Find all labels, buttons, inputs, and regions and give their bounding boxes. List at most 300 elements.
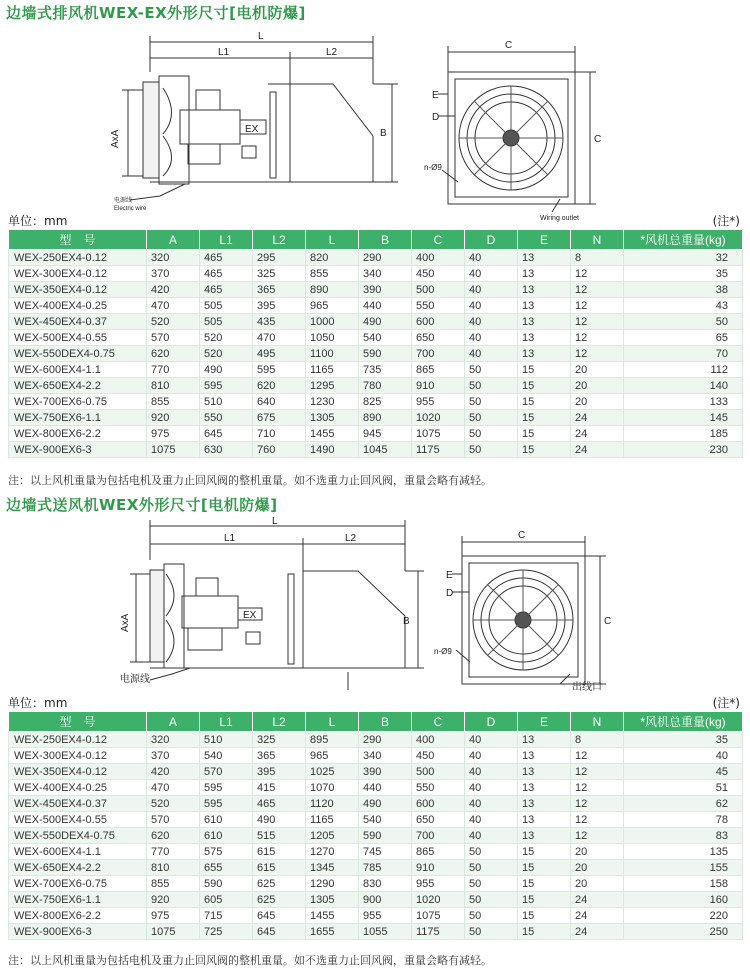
table-row (9, 748, 743, 764)
dim-AxA-label: AxA (110, 129, 121, 148)
dimension-cell: 12 (571, 346, 624, 362)
dim-D-label: D (432, 112, 440, 123)
dimension-cell: 13 (518, 266, 571, 282)
dimension-cell: 15 (518, 362, 571, 378)
dimension-cell: 390 (359, 764, 412, 780)
dimension-cell: 40 (465, 298, 518, 314)
dimension-cell: 370 (147, 266, 200, 282)
bolt-holes-label: n-Ø9 (434, 647, 452, 656)
dimension-cell: 955 (412, 394, 465, 410)
dimension-cell: 340 (359, 266, 412, 282)
dimension-cell: 1270 (306, 844, 359, 860)
dimension-cell: 365 (253, 748, 306, 764)
dimension-cell: 920 (147, 410, 200, 426)
weight-cell: 133 (624, 394, 743, 410)
model-cell: WEX-750EX6-1.1 (9, 892, 147, 908)
dimension-cell: 40 (465, 250, 518, 266)
table-row (9, 282, 743, 298)
dimension-cell: 1490 (306, 442, 359, 458)
dimension-cell: 12 (571, 764, 624, 780)
column-header: *风机总重量(kg) (624, 712, 743, 732)
table-row (9, 250, 743, 266)
table-row (9, 796, 743, 812)
dimension-cell: 520 (147, 314, 200, 330)
model-cell: WEX-450EX4-0.37 (9, 796, 147, 812)
dimension-cell: 1455 (306, 426, 359, 442)
dimension-cell: 620 (253, 378, 306, 394)
dimension-cell: 615 (253, 860, 306, 876)
dimension-cell: 20 (571, 362, 624, 378)
weight-cell: 83 (624, 828, 743, 844)
dimension-cell: 760 (253, 442, 306, 458)
column-header: 型 号 (9, 230, 147, 250)
dimension-cell: 820 (306, 250, 359, 266)
model-cell: WEX-900EX6-3 (9, 442, 147, 458)
dim-B-label: B (380, 128, 387, 139)
dimension-cell: 20 (571, 378, 624, 394)
dimension-cell: 490 (200, 362, 253, 378)
table-row (9, 892, 743, 908)
dimension-cell: 20 (571, 844, 624, 860)
weight-cell: 70 (624, 346, 743, 362)
dimension-cell: 13 (518, 298, 571, 314)
table-row (9, 410, 743, 426)
dimension-cell: 24 (571, 410, 624, 426)
dimension-cell: 1205 (306, 828, 359, 844)
column-header: B (359, 712, 412, 732)
dim-C-side-label: C (594, 134, 602, 145)
table-row (9, 266, 743, 282)
dim-L2-label: L2 (326, 47, 338, 58)
dimension-cell: 50 (465, 892, 518, 908)
dimension-cell: 575 (200, 844, 253, 860)
dimension-cell: 625 (253, 892, 306, 908)
table-row (9, 844, 743, 860)
exhaust-fan-dimension-drawing (0, 24, 750, 224)
dimension-cell: 600 (412, 314, 465, 330)
dimension-cell: 710 (253, 426, 306, 442)
dim-C-top-label: C (518, 530, 526, 541)
dimension-cell: 590 (200, 876, 253, 892)
dimension-cell: 13 (518, 250, 571, 266)
model-cell: WEX-250EX4-0.12 (9, 250, 147, 266)
dimension-cell: 1655 (306, 924, 359, 940)
wire-cn-label: 电源线 (120, 674, 150, 685)
dimension-cell: 50 (465, 378, 518, 394)
dimension-cell: 1175 (412, 442, 465, 458)
dimension-cell: 50 (465, 860, 518, 876)
dimension-cell: 510 (200, 394, 253, 410)
dimension-cell: 340 (359, 748, 412, 764)
wire-cn-label: 电源线 (114, 198, 133, 204)
dimension-cell: 50 (465, 410, 518, 426)
dimension-cell: 50 (465, 876, 518, 892)
dimension-cell: 1020 (412, 410, 465, 426)
dimension-cell: 590 (359, 828, 412, 844)
dimension-cell: 8 (571, 732, 624, 748)
dimension-cell: 50 (465, 924, 518, 940)
dimension-cell: 965 (306, 748, 359, 764)
weight-cell: 140 (624, 378, 743, 394)
dimension-cell: 955 (359, 908, 412, 924)
model-cell: WEX-400EX4-0.25 (9, 298, 147, 314)
dimension-cell: 1025 (306, 764, 359, 780)
dimension-cell: 400 (412, 250, 465, 266)
model-cell: WEX-800EX6-2.2 (9, 908, 147, 924)
dimension-cell: 505 (200, 298, 253, 314)
model-cell: WEX-650EX4-2.2 (9, 378, 147, 394)
dimension-cell: 40 (465, 346, 518, 362)
dimension-cell: 605 (200, 892, 253, 908)
dimension-cell: 50 (465, 908, 518, 924)
dimension-cell: 20 (571, 860, 624, 876)
dimension-cell: 910 (412, 378, 465, 394)
dimension-cell: 40 (465, 764, 518, 780)
column-header: C (412, 230, 465, 250)
model-cell: WEX-550DEX4-0.75 (9, 828, 147, 844)
dimension-cell: 1075 (412, 908, 465, 924)
dimension-cell: 610 (200, 828, 253, 844)
dimension-cell: 40 (465, 732, 518, 748)
dimension-cell: 12 (571, 780, 624, 796)
dim-AxA-label: AxA (120, 613, 131, 632)
dimension-cell: 650 (412, 812, 465, 828)
dimension-cell: 12 (571, 748, 624, 764)
dimension-cell: 895 (306, 732, 359, 748)
model-cell: WEX-600EX4-1.1 (9, 844, 147, 860)
dimension-cell: 1070 (306, 780, 359, 796)
dimension-cell: 1455 (306, 908, 359, 924)
dimension-cell: 620 (147, 346, 200, 362)
wiring-outlet-label: 出线口 (572, 682, 602, 693)
dimension-cell: 770 (147, 362, 200, 378)
supply-fan-dimension-drawing (0, 516, 750, 696)
dimension-cell: 435 (253, 314, 306, 330)
dimension-cell: 295 (253, 250, 306, 266)
dimension-cell: 520 (200, 346, 253, 362)
dimension-cell: 395 (253, 298, 306, 314)
weight-cell: 32 (624, 250, 743, 266)
ex-mark-label: EX (243, 610, 257, 621)
dim-B-label: B (403, 616, 410, 627)
dimension-cell: 450 (412, 266, 465, 282)
table-row (9, 732, 743, 748)
dimension-cell: 910 (412, 860, 465, 876)
dimension-cell: 24 (571, 908, 624, 924)
dimension-cell: 700 (412, 828, 465, 844)
dim-E-label: E (432, 90, 439, 101)
dimension-cell: 1175 (412, 924, 465, 940)
bolt-holes-label: n-Ø9 (424, 163, 442, 172)
dimension-cell: 13 (518, 314, 571, 330)
dimension-cell: 1045 (359, 442, 412, 458)
dimension-cell: 645 (200, 426, 253, 442)
dimension-cell: 725 (200, 924, 253, 940)
dimension-cell: 12 (571, 314, 624, 330)
dim-D-label: D (446, 588, 454, 599)
column-header: N (571, 712, 624, 732)
dimension-cell: 745 (359, 844, 412, 860)
weight-cell: 51 (624, 780, 743, 796)
dimension-cell: 15 (518, 378, 571, 394)
dimension-cell: 520 (147, 796, 200, 812)
column-header: E (518, 712, 571, 732)
dimension-cell: 1305 (306, 892, 359, 908)
dimension-cell: 975 (147, 426, 200, 442)
dimension-cell: 12 (571, 796, 624, 812)
dimension-cell: 650 (412, 330, 465, 346)
dimension-cell: 13 (518, 812, 571, 828)
column-header: L1 (200, 230, 253, 250)
dimension-cell: 12 (571, 282, 624, 298)
dimension-cell: 13 (518, 796, 571, 812)
dimension-cell: 1075 (147, 442, 200, 458)
dimension-cell: 15 (518, 860, 571, 876)
column-header: L (306, 712, 359, 732)
dimension-cell: 780 (359, 378, 412, 394)
column-header: L2 (253, 230, 306, 250)
table-row (9, 924, 743, 940)
dimension-cell: 595 (200, 796, 253, 812)
dimension-cell: 13 (518, 282, 571, 298)
model-cell: WEX-450EX4-0.37 (9, 314, 147, 330)
table-row (9, 876, 743, 892)
dimension-cell: 20 (571, 876, 624, 892)
dimension-cell: 1120 (306, 796, 359, 812)
dimension-cell: 40 (465, 266, 518, 282)
dimension-cell: 785 (359, 860, 412, 876)
dimension-cell: 13 (518, 330, 571, 346)
dimension-cell: 450 (412, 748, 465, 764)
dimension-cell: 12 (571, 828, 624, 844)
dimension-cell: 550 (200, 410, 253, 426)
dimension-cell: 855 (147, 876, 200, 892)
note-mark-supply: (注*) (712, 696, 740, 710)
dimension-cell: 890 (359, 410, 412, 426)
dimension-cell: 470 (253, 330, 306, 346)
dimension-cell: 965 (306, 298, 359, 314)
dimension-cell: 40 (465, 796, 518, 812)
weight-cell: 50 (624, 314, 743, 330)
dimension-cell: 500 (412, 764, 465, 780)
dimension-cell: 865 (412, 844, 465, 860)
dimension-cell: 50 (465, 844, 518, 860)
dimension-cell: 15 (518, 410, 571, 426)
model-cell: WEX-550DEX4-0.75 (9, 346, 147, 362)
dimension-cell: 395 (253, 764, 306, 780)
column-header: N (571, 230, 624, 250)
dimension-cell: 24 (571, 924, 624, 940)
dimension-cell: 770 (147, 844, 200, 860)
dimension-cell: 1165 (306, 362, 359, 378)
dimension-cell: 1050 (306, 330, 359, 346)
column-header: L (306, 230, 359, 250)
dimension-cell: 13 (518, 346, 571, 362)
weight-cell: 250 (624, 924, 743, 940)
dimension-cell: 625 (253, 876, 306, 892)
dimension-cell: 510 (200, 732, 253, 748)
dimension-cell: 1290 (306, 876, 359, 892)
column-header: A (147, 230, 200, 250)
weight-cell: 185 (624, 426, 743, 442)
dimension-cell: 40 (465, 282, 518, 298)
dimension-cell: 1055 (359, 924, 412, 940)
dimension-cell: 13 (518, 764, 571, 780)
weight-cell: 135 (624, 844, 743, 860)
dimension-cell: 735 (359, 362, 412, 378)
dimension-cell: 1075 (147, 924, 200, 940)
dimension-cell: 24 (571, 892, 624, 908)
dimension-cell: 1165 (306, 812, 359, 828)
column-header: D (465, 712, 518, 732)
dimension-cell: 1295 (306, 378, 359, 394)
dimension-cell: 505 (200, 314, 253, 330)
dim-L1-label: L1 (224, 533, 236, 544)
dim-L-label: L (272, 516, 278, 527)
dimension-cell: 1075 (412, 426, 465, 442)
table-row (9, 362, 743, 378)
dimension-cell: 20 (571, 394, 624, 410)
model-cell: WEX-250EX4-0.12 (9, 732, 147, 748)
dimension-cell: 570 (147, 812, 200, 828)
dimension-cell: 370 (147, 748, 200, 764)
dimension-cell: 12 (571, 812, 624, 828)
dimension-cell: 24 (571, 442, 624, 458)
weight-cell: 43 (624, 298, 743, 314)
model-cell: WEX-700EX6-0.75 (9, 876, 147, 892)
dimension-cell: 655 (200, 860, 253, 876)
dimension-cell: 40 (465, 780, 518, 796)
dimension-cell: 550 (412, 298, 465, 314)
column-header: C (412, 712, 465, 732)
dimension-cell: 975 (147, 908, 200, 924)
table-row (9, 298, 743, 314)
weight-cell: 158 (624, 876, 743, 892)
column-header: L1 (200, 712, 253, 732)
dim-E-label: E (446, 570, 453, 581)
dimension-cell: 465 (253, 796, 306, 812)
dimension-cell: 520 (200, 330, 253, 346)
table-row (9, 426, 743, 442)
model-cell: WEX-350EX4-0.12 (9, 282, 147, 298)
model-cell: WEX-700EX6-0.75 (9, 394, 147, 410)
dimension-cell: 1000 (306, 314, 359, 330)
dimension-cell: 15 (518, 442, 571, 458)
dimension-cell: 600 (412, 796, 465, 812)
weight-cell: 62 (624, 796, 743, 812)
table-row (9, 780, 743, 796)
exhaust-spec-table (8, 229, 743, 458)
table-row (9, 330, 743, 346)
dimension-cell: 1305 (306, 410, 359, 426)
dimension-cell: 1345 (306, 860, 359, 876)
model-cell: WEX-350EX4-0.12 (9, 764, 147, 780)
model-cell: WEX-500EX4-0.55 (9, 330, 147, 346)
dimension-cell: 465 (200, 282, 253, 298)
dimension-cell: 630 (200, 442, 253, 458)
dimension-cell: 470 (147, 780, 200, 796)
table-row (9, 764, 743, 780)
table-header-row (9, 712, 743, 732)
dimension-cell: 855 (306, 266, 359, 282)
dimension-cell: 1020 (412, 892, 465, 908)
dimension-cell: 15 (518, 924, 571, 940)
dimension-cell: 570 (147, 330, 200, 346)
dimension-cell: 1100 (306, 346, 359, 362)
dimension-cell: 15 (518, 876, 571, 892)
dimension-cell: 810 (147, 860, 200, 876)
weight-cell: 40 (624, 748, 743, 764)
dimension-cell: 12 (571, 330, 624, 346)
dimension-cell: 40 (465, 828, 518, 844)
table-row (9, 908, 743, 924)
dimension-cell: 440 (359, 780, 412, 796)
dimension-cell: 490 (359, 796, 412, 812)
dimension-cell: 15 (518, 844, 571, 860)
note-mark-exhaust: (注*) (712, 214, 740, 228)
dimension-cell: 620 (147, 828, 200, 844)
model-cell: WEX-750EX6-1.1 (9, 410, 147, 426)
dimension-cell: 810 (147, 378, 200, 394)
weight-cell: 35 (624, 732, 743, 748)
dimension-cell: 540 (359, 812, 412, 828)
dimension-cell: 595 (200, 780, 253, 796)
footnote-exhaust: 注：以上风机重量为包括电机及重力止回风阀的整机重量。如不选重力止回风阀，重量会略有减轻。 (8, 474, 492, 487)
dimension-cell: 570 (200, 764, 253, 780)
dimension-cell: 40 (465, 330, 518, 346)
dimension-cell: 50 (465, 426, 518, 442)
column-header: 型 号 (9, 712, 147, 732)
table-row (9, 812, 743, 828)
dimension-cell: 290 (359, 732, 412, 748)
dimension-cell: 50 (465, 442, 518, 458)
dimension-cell: 855 (147, 394, 200, 410)
table-row (9, 314, 743, 330)
dimension-cell: 675 (253, 410, 306, 426)
table-row (9, 346, 743, 362)
dimension-cell: 890 (306, 282, 359, 298)
dimension-cell: 8 (571, 250, 624, 266)
ex-mark-label: EX (245, 124, 259, 135)
dimension-cell: 420 (147, 282, 200, 298)
dimension-cell: 50 (465, 362, 518, 378)
dim-L-label: L (258, 31, 264, 42)
dimension-cell: 470 (147, 298, 200, 314)
model-cell: WEX-400EX4-0.25 (9, 780, 147, 796)
supply-spec-table (8, 711, 743, 940)
dimension-cell: 13 (518, 748, 571, 764)
dimension-cell: 945 (359, 426, 412, 442)
dimension-cell: 440 (359, 298, 412, 314)
wiring-outlet-label: Wiring outlet (540, 215, 579, 222)
weight-cell: 112 (624, 362, 743, 378)
table-row (9, 442, 743, 458)
weight-cell: 45 (624, 764, 743, 780)
dimension-cell: 40 (465, 812, 518, 828)
unit-label-supply: 单位：mm (8, 696, 68, 710)
model-cell: WEX-600EX4-1.1 (9, 362, 147, 378)
dimension-cell: 325 (253, 732, 306, 748)
dimension-cell: 865 (412, 362, 465, 378)
dimension-cell: 715 (200, 908, 253, 924)
dimension-cell: 615 (253, 844, 306, 860)
dimension-cell: 500 (412, 282, 465, 298)
dimension-cell: 1230 (306, 394, 359, 410)
dimension-cell: 15 (518, 892, 571, 908)
table-header-row (9, 230, 743, 250)
weight-cell: 38 (624, 282, 743, 298)
model-cell: WEX-300EX4-0.12 (9, 748, 147, 764)
